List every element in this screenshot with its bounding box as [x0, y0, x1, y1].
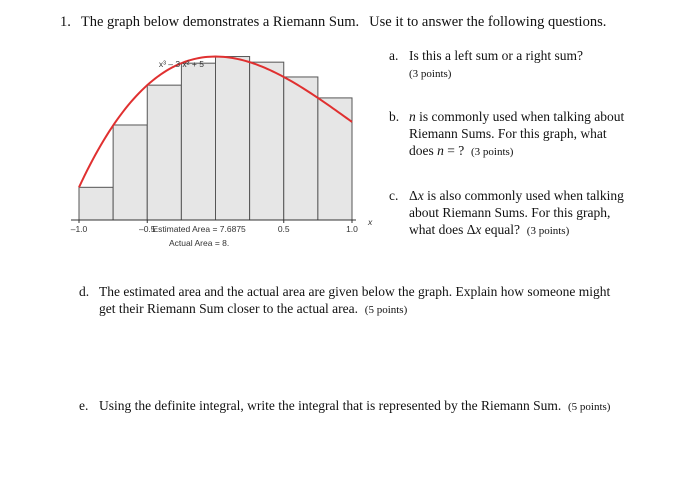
part-d-points: (5 points): [364, 304, 408, 316]
part-c-x: x: [417, 188, 424, 203]
part-b-n: n: [409, 109, 416, 124]
part-e-points: (5 points): [568, 401, 611, 413]
estimated-area-label: Estimated Area = 7.6875: [152, 224, 246, 234]
question-heading: [60, 14, 606, 31]
x-tick-label: –1.0: [70, 224, 88, 234]
part-a-letter: a.: [389, 48, 399, 63]
riemann-rect-4: [181, 63, 215, 220]
part-c-points: (3 points): [526, 225, 570, 237]
part-c-line1: is also commonly used when talking: [423, 188, 624, 203]
x-tick-label: 1.0: [346, 224, 358, 234]
part-c-line2: about Riemann Sums. For this graph,: [409, 205, 611, 220]
part-b-letter: b.: [389, 109, 400, 124]
riemann-rect-7: [284, 77, 318, 220]
part-e-line1: Using the definite integral, write the integral that is represented by the Riemann Sum.: [99, 398, 562, 413]
riemann-rectangles: [79, 57, 352, 220]
part-e: [79, 397, 610, 416]
part-c-line3-post: equal?: [481, 222, 521, 237]
riemann-sum-graph: [55, 50, 375, 260]
x-tick-label: –0.5: [138, 224, 156, 234]
riemann-rect-8: [318, 98, 352, 220]
question-number: 1.: [60, 14, 71, 30]
riemann-rect-3: [147, 85, 181, 220]
riemann-rect-2: [113, 125, 147, 220]
part-d-line1: The estimated area and the actual area are given below the graph. Explain how someone might: [99, 284, 611, 299]
part-b-points: (3 points): [470, 146, 514, 158]
riemann-rect-6: [250, 62, 284, 220]
x-tick-label: 0.5: [277, 224, 290, 234]
part-d: [79, 283, 610, 319]
question-text: The graph below demonstrates a Riemann Sum.: [80, 14, 360, 30]
part-a: [389, 47, 583, 83]
part-b-line3-n: n: [437, 143, 444, 158]
function-label: x³ – 3 x² + 5: [158, 59, 204, 69]
part-b-line2: Riemann Sums. For this graph, what: [409, 126, 607, 141]
part-a-points: (3 points): [409, 68, 452, 80]
actual-area-label: Actual Area = 8.: [168, 238, 230, 248]
part-e-letter: e.: [79, 398, 89, 413]
part-d-line2: get their Riemann Sum closer to the actual area.: [99, 301, 359, 316]
riemann-rect-1: [79, 187, 113, 220]
part-b-line3-post: = ?: [443, 143, 465, 158]
part-a-text: Is this a left sum or a right sum?: [409, 48, 583, 63]
part-c-line3-pre: what does Δ: [409, 222, 476, 237]
part-d-letter: d.: [79, 284, 90, 299]
part-c-line3-x: x: [475, 222, 482, 237]
part-b: [389, 108, 624, 161]
question-instruction: Use it to answer the following questions.: [369, 14, 607, 30]
part-c: [389, 187, 624, 240]
part-b-line1: is commonly used when talking about: [415, 109, 625, 124]
part-b-line3-pre: does: [409, 143, 438, 158]
x-axis-label: x: [368, 217, 373, 227]
part-c-letter: c.: [389, 188, 399, 203]
part-c-delta: Δ: [409, 188, 418, 203]
riemann-rect-5: [216, 57, 250, 220]
